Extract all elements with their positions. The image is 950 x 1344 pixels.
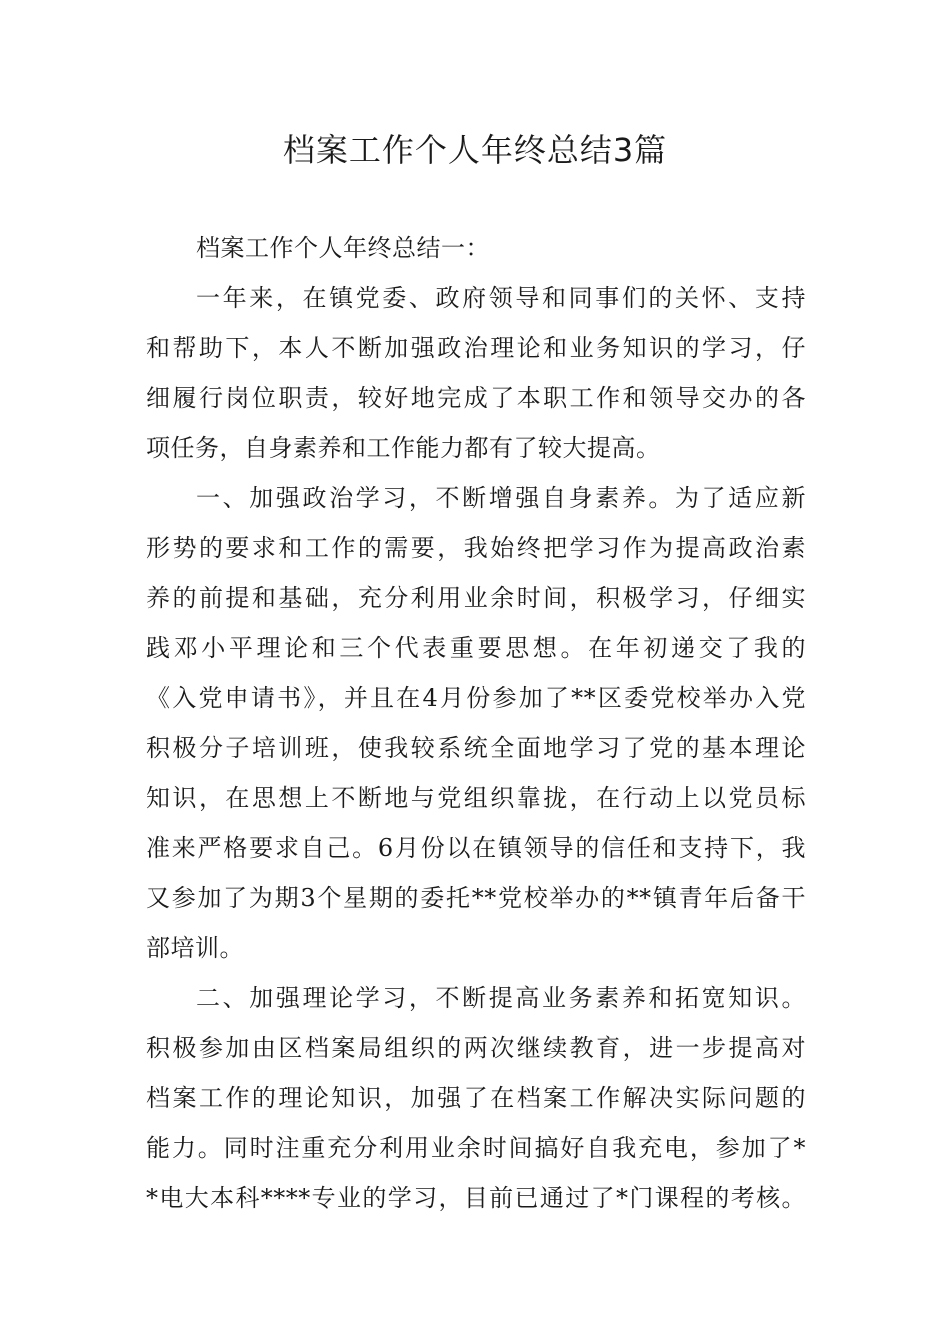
text-line: 一年来，在镇党委、政府领导和同事们的关怀、支持: [196, 284, 806, 312]
text-line: 细履行岗位职责，较好地完成了本职工作和领导交办的各: [146, 384, 806, 412]
text-line: 积极参加由区档案局组织的两次继续教育，进一步提高对: [146, 1034, 806, 1062]
paragraph-4: [146, 973, 806, 1223]
paragraph-1: [146, 223, 806, 273]
text-line: 践邓小平理论和三个代表重要思想。在年初递交了我的: [146, 634, 806, 662]
text-line: 项任务，自身素养和工作能力都有了较大提高。: [146, 434, 661, 462]
text-line: 积极分子培训班，使我较系统全面地学习了党的基本理论: [146, 734, 806, 762]
text-line: 档案工作的理论知识，加强了在档案工作解决实际问题的: [146, 1084, 806, 1112]
text-line: 养的前提和基础，充分利用业余时间，积极学习，仔细实: [146, 584, 806, 612]
text-line: 和帮助下，本人不断加强政治理论和业务知识的学习，仔: [146, 334, 806, 362]
text-line: 部培训。: [146, 934, 244, 962]
text-line: 档案工作个人年终总结一：: [196, 234, 490, 262]
paragraph-2: [146, 273, 806, 473]
text-line: 一、加强政治学习，不断增强自身素养。为了适应新: [196, 484, 806, 512]
text-line: 准来严格要求自己。6月份以在镇领导的信任和支持下，我: [146, 834, 806, 862]
document-title: 档案工作个人年终总结3篇: [282, 131, 668, 169]
text-line: 又参加了为期3个星期的委托**党校举办的**镇青年后备干: [146, 884, 806, 912]
text-line: 知识，在思想上不断地与党组织靠拢，在行动上以党员标: [146, 784, 806, 812]
paragraph-3: [146, 473, 806, 973]
text-line: 形势的要求和工作的需要，我始终把学习作为提高政治素: [146, 534, 806, 562]
text-line: 《入党申请书》，并且在4月份参加了**区委党校举办入党: [146, 684, 806, 712]
text-line: 能力。同时注重充分利用业余时间搞好自我充电，参加了*: [146, 1134, 806, 1162]
text-line: *电大本科****专业的学习，目前已通过了*门课程的考核。: [146, 1184, 806, 1212]
text-line: 二、加强理论学习，不断提高业务素养和拓宽知识。: [196, 984, 806, 1012]
document-body: [146, 223, 806, 1223]
